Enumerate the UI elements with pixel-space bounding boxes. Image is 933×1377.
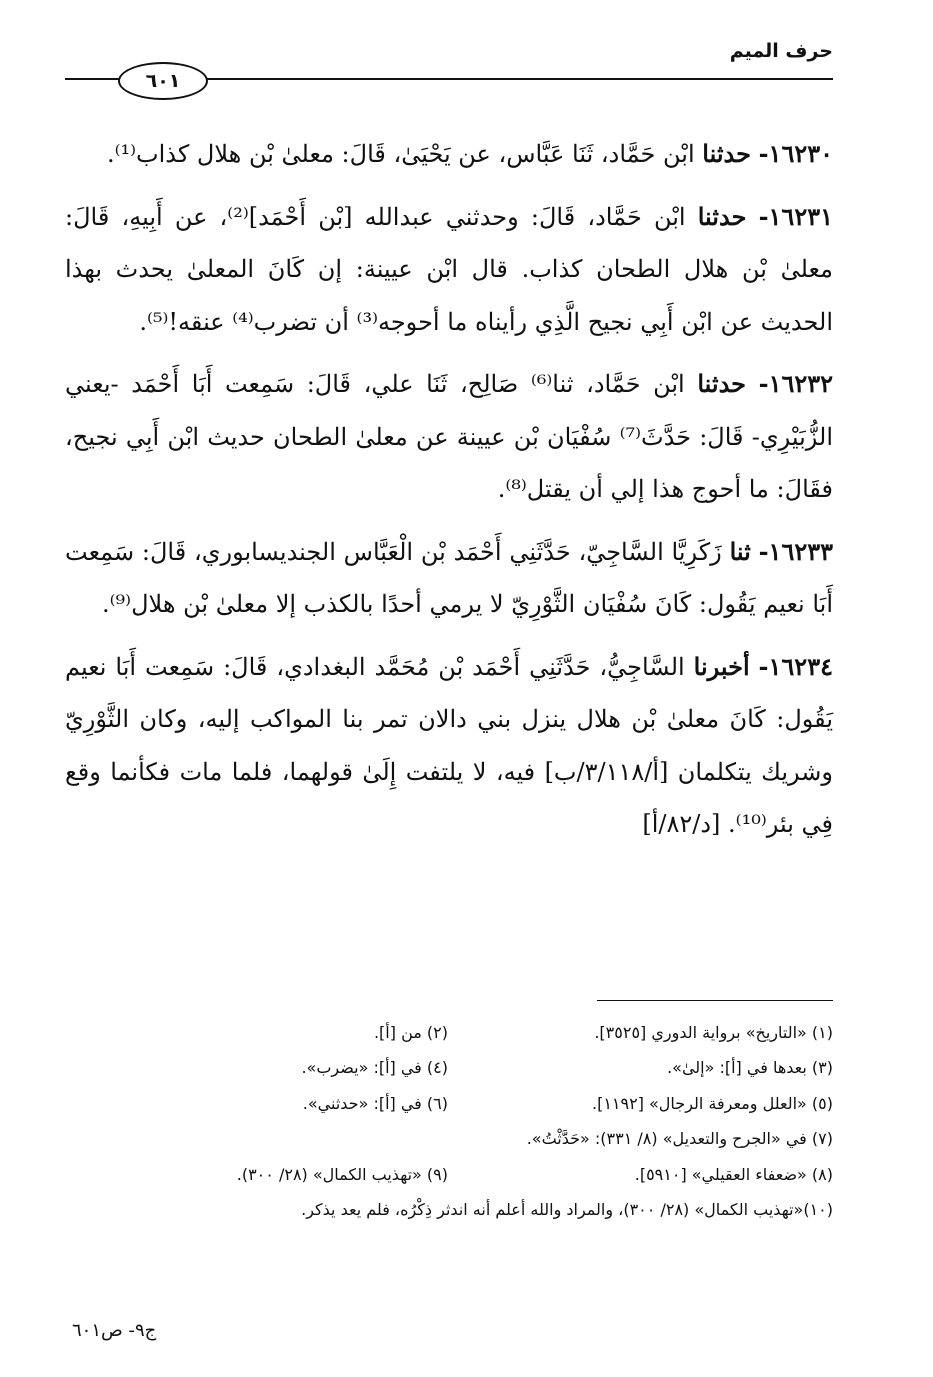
entry-text: ابْن حَمَّاد، قَالَ: وحدثني عبدالله [بْن أَحْمَد]⁽²⁾، عن أَبِيهِ، قَالَ: معلىٰ بْن هلال الطحان كذاب. قال ابْن عيينة: إن كَانَ المعلىٰ يحدث بهذا الحديث عن ابْن أَبِي نجيح الَّذِي رأيناه ما أحوجه⁽³⁾ أن تضرب⁽⁴⁾ عنقه!⁽⁵⁾. <box>65 202 833 336</box>
footnote: (٣) بعدها في [أ]: «إلىٰ». <box>667 1058 833 1078</box>
entry-number: ١٦٢٣٠- <box>758 139 833 168</box>
entry-number: ١٦٢٣٤- <box>758 651 833 681</box>
footnote: (٤) في [أ]: «يضرب». <box>301 1058 448 1078</box>
footnote-row <box>65 1086 833 1121</box>
footnote: (٩) «تهذيب الكمال» (٢٨/ ٣٠٠). <box>236 1164 448 1184</box>
signature-mark: ج٩- ص٦٠١ <box>72 1320 157 1341</box>
footnote: (١٠)«تهذيب الكمال» (٢٨/ ٣٠٠)، والمراد والله أعلم أنه اندثر ذِكْرُه، فلم يعد يذكر. <box>301 1200 833 1220</box>
footnote: (٥) «العلل ومعرفة الرجال» [١١٩٢]. <box>591 1093 833 1113</box>
hadith-entry <box>65 191 833 349</box>
footnote-row <box>65 1192 833 1227</box>
footnote: (١) «التاريخ» برواية الدوري [٣٥٢٥]. <box>594 1023 833 1042</box>
page-number-badge <box>118 62 208 100</box>
footnotes <box>65 1015 833 1227</box>
entry-text: زَكَرِيَّا السَّاجِيّ، حَدَّثَنِي أَحْمَد بْن الْعَبَّاس الجنديسابوري، قَالَ: سَمِعت أَبَا نعيم يَقُول: كَانَ سُفْيَان الثَّوْرِيّ لا يرمي أحدًا بالكذب إلا معلىٰ بْن هلال⁽⁹⁾. <box>65 537 833 618</box>
footnote: (٨) «ضعفاء العقيلي» [٥٩١٠]. <box>634 1164 833 1184</box>
page-number: ٦٠١ <box>145 70 181 92</box>
entry-text: السَّاجِيُّ، حَدَّثَنِي أَحْمَد بْن مُحَمَّد البغدادي، قَالَ: سَمِعت أَبَا نعيم يَقُول: كَانَ معلىٰ بْن هلال ينزل بني دالان تمر بنا المواكب إليه، وكان الثَّوْرِيّ وشريك يتكلمان [أ/٣/١١٨/ب] فيه، لا يلتفت إِلَىٰ قولهما، فلما مات فكأنما وقع فِي بئر⁽¹⁰⁾. [د/٨٢/أ] <box>65 652 834 838</box>
footnote: (٧) في «الجرح والتعديل» (٨/ ٣٣١): «حَدَّثْتُ». <box>526 1129 833 1149</box>
hadith-entry <box>65 128 833 181</box>
footnote: (٢) من [أ]. <box>373 1023 448 1042</box>
entry-text: ابْن حَمَّاد، ثَنَا عَبَّاس، عن يَحْيَىٰ، قَالَ: معلىٰ بْن هلال كذاب⁽¹⁾. <box>106 140 695 168</box>
hadith-entry <box>65 358 833 516</box>
footnote-rule <box>597 1000 833 1001</box>
hadith-entry <box>65 641 833 851</box>
entry-number: ١٦٢٣٣- <box>758 536 833 566</box>
main-text <box>65 128 833 861</box>
footnote: (٦) في [أ]: «حدثني». <box>302 1093 448 1113</box>
footnote-row <box>65 1015 833 1050</box>
entry-number: ١٦٢٣٢- <box>758 369 834 398</box>
entry-lead: حدثنا <box>697 201 747 231</box>
running-title: حرف الميم <box>729 40 833 62</box>
footnote-row <box>65 1050 833 1085</box>
hadith-entry <box>65 526 833 631</box>
entry-number: ١٦٢٣١- <box>758 201 833 231</box>
footnote-row <box>65 1121 833 1156</box>
entry-lead: حدثنا <box>697 369 746 398</box>
entry-lead: حدثنا <box>702 139 751 168</box>
entry-lead: أخبرنا <box>693 651 750 681</box>
entry-text: ابْن حَمَّاد، ثنا⁽⁶⁾ صَالِح، ثَنَا علي، قَالَ: سَمِعت أَبَا أَحْمَد -يعني الزُّبَيْرِي- قَالَ: حَدَّثَ⁽⁷⁾ سُفْيَان بْن عيينة عن معلىٰ الطحان حديث ابْن أَبِي نجيح، فقَالَ: ما أحوج هذا إلي أن يقتل⁽⁸⁾. <box>65 370 833 503</box>
footnote-row <box>65 1157 833 1192</box>
entry-lead: ثنا <box>729 536 751 566</box>
